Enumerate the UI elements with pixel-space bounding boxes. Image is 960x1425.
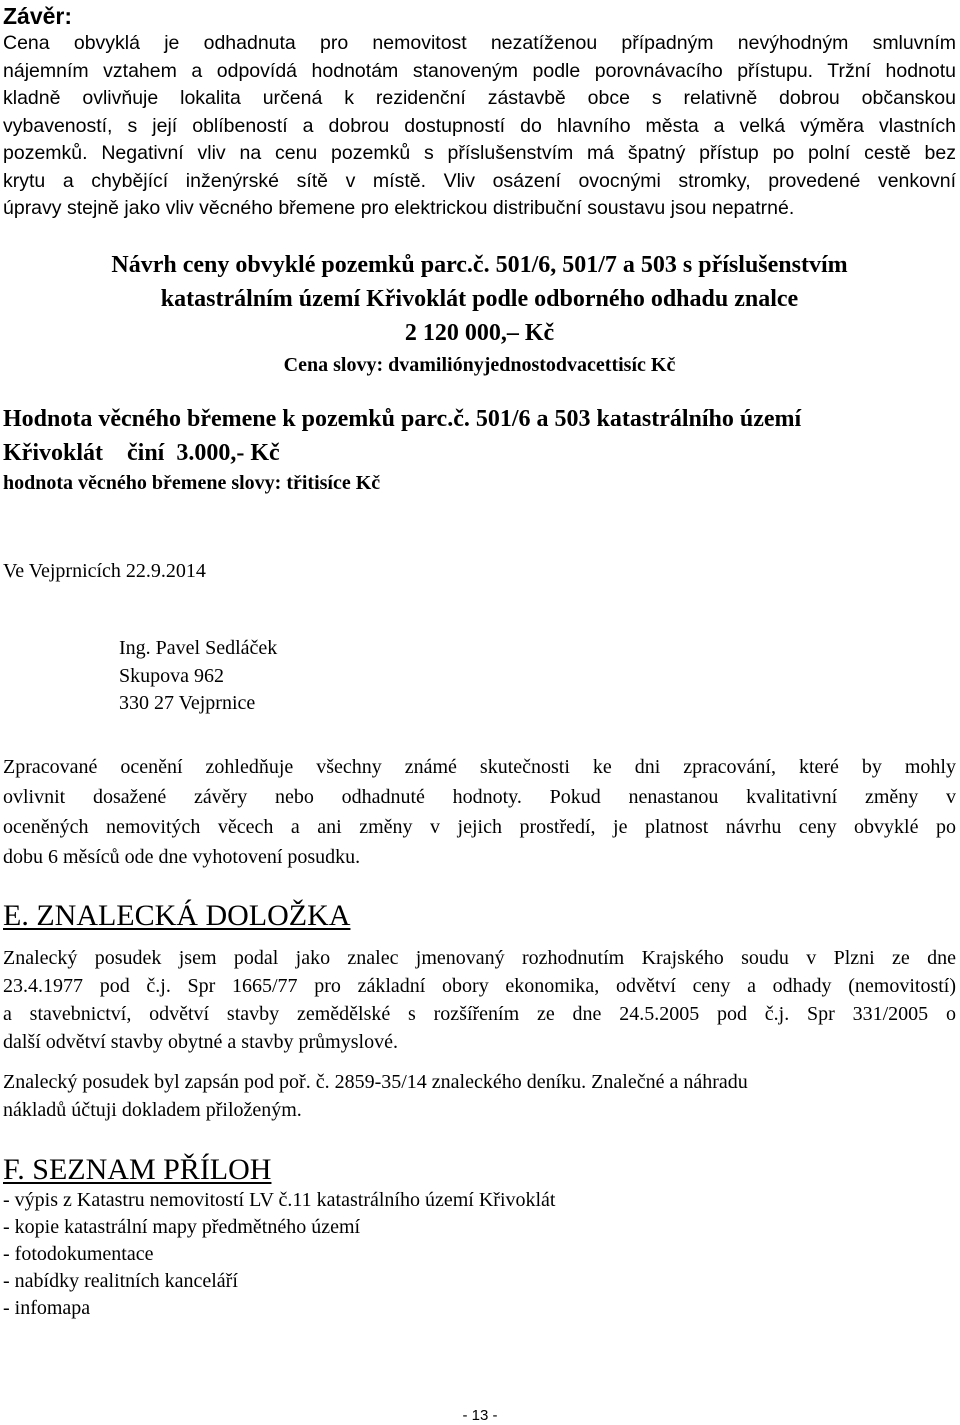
list-item: - nabídky realitních kanceláří bbox=[3, 1270, 238, 1292]
easement-line: Křivoklát činí 3.000,- Kč bbox=[3, 440, 280, 466]
proposal-price-words: Cena slovy: dvamiliónyjednostodvacettisíc Kč bbox=[283, 354, 676, 376]
section-f-heading: F. SEZNAM PŘÍLOH bbox=[3, 1153, 272, 1186]
section-e-heading: E. ZNALECKÁ DOLOŽKA bbox=[3, 899, 351, 932]
list-item: - infomapa bbox=[3, 1297, 91, 1319]
attachments-list bbox=[3, 1187, 956, 1322]
page-number: - 13 - bbox=[462, 1407, 498, 1424]
proposal-price: 2 120 000,– Kč bbox=[404, 320, 555, 346]
conclusion-line: vybaveností, s její oblíbeností a dobrou dostupností do hlavního města a velká výměra vlastních bbox=[3, 114, 956, 137]
validity-line: dobu 6 měsíců ode dne vyhotovení posudku. bbox=[3, 846, 361, 868]
section-e-paragraph bbox=[3, 944, 956, 1056]
conclusion-line: kladně ovlivňuje lokalita určená k rezidenční zástavbě obce s relativně dobrou občanskou bbox=[3, 87, 956, 109]
signature-name: Ing. Pavel Sedláček bbox=[119, 637, 278, 659]
signature-street: Skupova 962 bbox=[119, 664, 224, 687]
section-e-line: nákladů účtuji dokladem přiloženým. bbox=[3, 1099, 302, 1121]
conclusion-line: nájemním vztahem a odpovídá hodnotám stanoveným podle porovnávacího přístupu. Tržní hodnotu bbox=[3, 59, 956, 82]
easement-words: hodnota věcného břemene slovy: třitisíce Kč bbox=[3, 472, 381, 494]
easement-value bbox=[3, 402, 956, 496]
list-item: - výpis z Katastru nemovitostí LV č.11 katastrálního území Křivoklát bbox=[3, 1189, 556, 1211]
list-item: - fotodokumentace bbox=[3, 1243, 154, 1265]
conclusion-line: krytu a chybějící inženýrské sítě v místě. Vliv osázení ovocnými stromky, provedené venkovní bbox=[3, 169, 956, 192]
section-e-line: Znalecký posudek jsem podal jako znalec jmenovaný rozhodnutím Krajského soudu v Plzni ze dne bbox=[3, 947, 956, 969]
conclusion-line: úpravy stejně jako vliv věcného břemene pro elektrickou distribuční soustavu jsou nepatrné. bbox=[3, 197, 795, 219]
validity-line: ovlivnit dosažené závěry nebo odhadnuté hodnoty. Pokud nenastanou kvalitativní změny v bbox=[3, 786, 956, 808]
list-item: - kopie katastrální mapy předmětného území bbox=[3, 1216, 361, 1238]
conclusion-line: Cena obvyklá je odhadnuta pro nemovitost nezatíženou případným nevýhodným smluvním bbox=[3, 32, 956, 54]
validity-paragraph bbox=[3, 752, 956, 872]
conclusion-line: pozemků. Negativní vliv na cenu pozemků s příslušenstvím má špatný přístup po polní cestě bez bbox=[3, 142, 956, 164]
section-e-line: Znalecký posudek byl zapsán pod poř. č. 2859-35/14 znaleckého deníku. Znalečné a náhradu bbox=[3, 1071, 748, 1093]
easement-line: Hodnota věcného břemene k pozemků parc.č. 501/6 a 503 katastrálního území bbox=[3, 406, 802, 432]
proposal-line: katastrálním území Křivoklát podle odborného odhadu znalce bbox=[160, 286, 799, 312]
conclusion-paragraph bbox=[3, 30, 956, 223]
section-e-line: další odvětví stavby obytné a stavby průmyslové. bbox=[3, 1031, 398, 1053]
place-date: Ve Vejprnicích 22.9.2014 bbox=[3, 560, 206, 582]
conclusion-heading: Závěr: bbox=[3, 3, 73, 29]
section-e-line: 23.4.1977 pod č.j. Spr 1665/77 pro základní obory ekonomika, odvětví ceny a odhady (nemovitostí) bbox=[3, 975, 956, 997]
validity-line: Zpracované ocenění zohledňuje všechny známé skutečnosti ke dni zpracování, které by mohly bbox=[3, 756, 956, 778]
signature-city: 330 27 Vejprnice bbox=[119, 692, 256, 714]
price-proposal bbox=[3, 248, 956, 380]
validity-line: oceněných nemovitých věcech a ani změny v jejich prostředí, je platnost návrhu ceny obvyklé po bbox=[3, 816, 956, 838]
proposal-line: Návrh ceny obvyklé pozemků parc.č. 501/6, 501/7 a 503 s příslušenstvím bbox=[111, 252, 848, 278]
signature-block bbox=[119, 635, 277, 718]
section-e-paragraph-2 bbox=[3, 1068, 956, 1124]
section-e-line: a stavebnictví, odvětví stavby zemědělské s rozšířením ze dne 24.5.2005 pod č.j. Spr 331/2005 o bbox=[3, 1003, 956, 1025]
